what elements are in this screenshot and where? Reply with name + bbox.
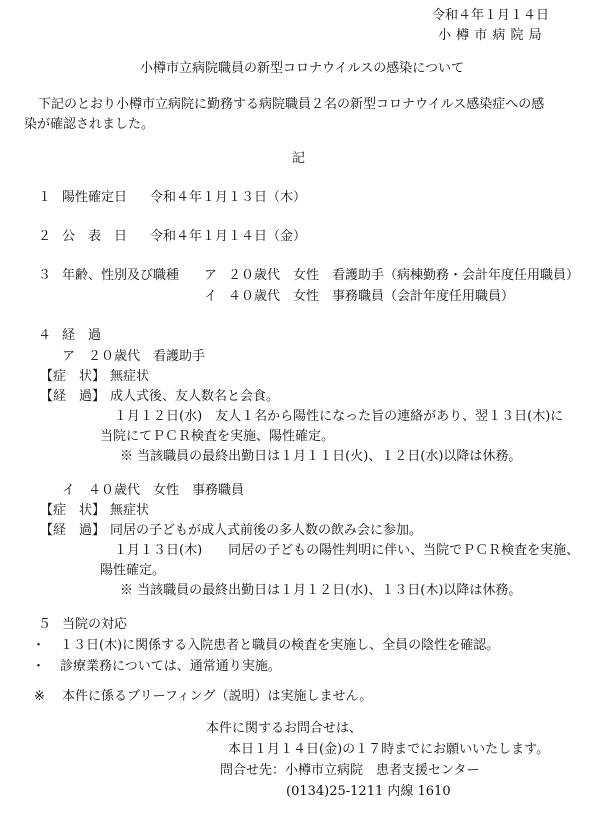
section-5-number: ５	[38, 617, 52, 632]
section-3-item-a-mark: ア	[204, 268, 218, 283]
section-3-item-b-text: ４０歳代 女性 事務職員（会計年度任用職員）	[228, 289, 515, 304]
section-2-value: 令和４年１月１４日（金）	[150, 229, 307, 244]
case-a-course-2: １月１２日(水) 友人１名から陽性になった旨の連絡があり、翌１３日(木)に	[114, 409, 564, 424]
section-4-label: 経 過	[62, 328, 102, 343]
case-a-symptom-label: 【症 状】	[40, 369, 106, 384]
contact-line-2: 本日１月１４日(金)の１７時までにお願いいたします。	[228, 742, 550, 757]
ki-heading: 記	[292, 151, 306, 166]
section-3-number: ３	[38, 268, 52, 283]
case-b-note: ※ 当該職員の最終出勤日は１月１２日(水)、１３日(木)以降は休務。	[120, 583, 522, 598]
section-5-bullet-2-mark: ・	[32, 659, 46, 674]
briefing-text: 本件に係るブリーフィング（説明）は実施しません。	[62, 689, 373, 704]
case-a-heading: ア ２０歳代 看護助手	[62, 349, 206, 364]
section-4-number: ４	[38, 328, 52, 343]
section-3-item-b-mark: イ	[204, 289, 218, 304]
contact-line-3: 問合せ先：小樽市立病院 患者支援センター	[220, 763, 480, 778]
case-a-course-3: 当院にてＰＣＲ検査を実施、陽性確定。	[100, 429, 335, 444]
section-5-label: 当院の対応	[62, 617, 128, 632]
document-title: 小樽市立病院職員の新型コロナウイルスの感染について	[140, 61, 464, 76]
contact-phone: (0134)25-1211 内線 1610	[286, 784, 451, 799]
issuer-name: 小 樽 市 病 院 局	[438, 28, 543, 43]
case-b-course-3: 陽性確定。	[100, 563, 166, 578]
case-a-symptom: 無症状	[110, 369, 150, 384]
case-b-symptom: 無症状	[110, 503, 150, 518]
case-a-course-1: 成人式後、友人数名と会食。	[110, 389, 280, 404]
case-b-course-label: 【経 過】	[40, 523, 106, 538]
case-a-note: ※ 当該職員の最終出勤日は１月１１日(火)、１２日(水)以降は休務。	[120, 449, 522, 464]
section-3-item-a-text: ２０歳代 女性 看護助手（病棟勤務・会計年度任用職員）	[228, 268, 580, 283]
intro-line-2: 染が確認されました。	[24, 117, 155, 132]
section-1-number: １	[38, 190, 52, 205]
section-2-label: 公 表 日	[62, 229, 128, 244]
intro-line-1: 下記のとおり小樽市立病院に勤務する病院職員２名の新型コロナウイルス感染症への感	[38, 97, 545, 112]
section-2-number: ２	[38, 229, 52, 244]
section-5-bullet-1-mark: ・	[32, 638, 46, 653]
case-b-course-1: 同居の子どもが成人式前後の多人数の飲み会に参加。	[110, 523, 423, 538]
case-a-course-label: 【経 過】	[40, 389, 106, 404]
issue-date: 令和４年１月１４日	[432, 8, 550, 23]
case-b-course-2: １月１３日(木) 同居の子どもの陽性判明に伴い、当院でＰＣＲ検査を実施、	[114, 543, 580, 558]
section-1-value: 令和４年１月１３日（木）	[150, 190, 307, 205]
section-1-label: 陽性確定日	[62, 190, 128, 205]
case-b-heading: イ ４０歳代 女性 事務職員	[62, 483, 245, 498]
section-3-label: 年齢、性別及び職種	[62, 268, 180, 283]
section-5-bullet-2: 診療業務については、通常通り実施。	[60, 659, 281, 674]
case-b-symptom-label: 【症 状】	[40, 503, 106, 518]
briefing-mark: ※	[34, 689, 45, 704]
section-5-bullet-1: １３日(木)に関係する入院患者と職員の検査を実施し、全員の陰性を確認。	[60, 638, 500, 653]
contact-line-1: 本件に関するお問合せは、	[206, 721, 363, 736]
